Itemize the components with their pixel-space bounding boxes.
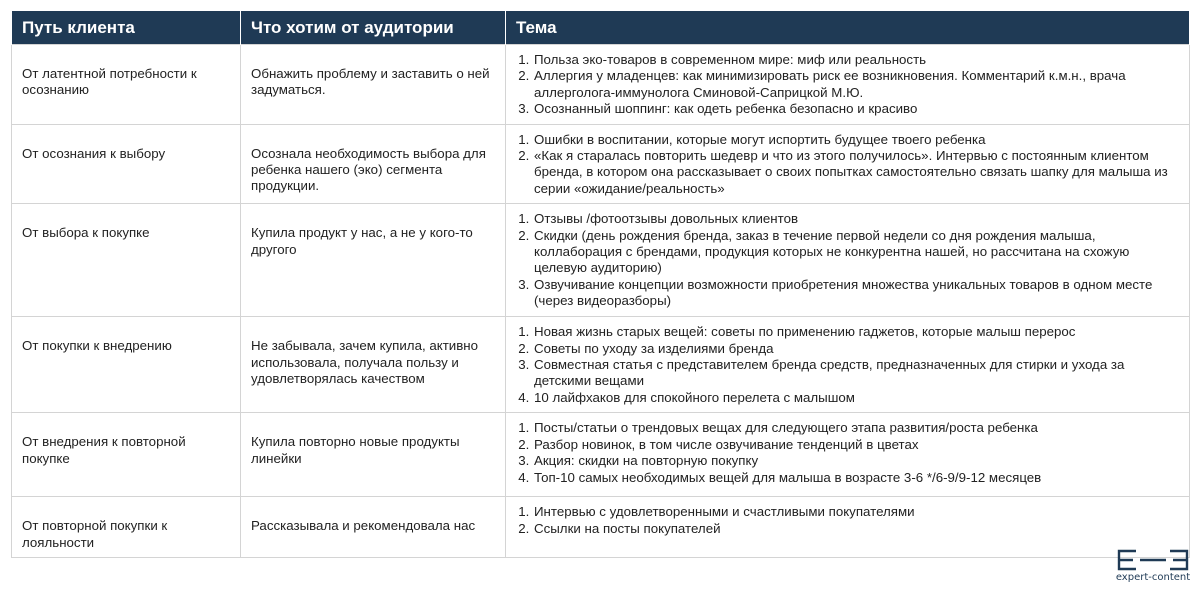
topic-item: 2. Ссылки на посты покупателей (533, 521, 1179, 537)
topics-cell (506, 317, 1190, 413)
audience-goal-cell: Купила продукт у нас, а не у кого-то другого (241, 204, 506, 317)
topics-list (516, 504, 1179, 537)
column-header-topic: Тема (506, 11, 1190, 45)
journey-stage-cell: От внедрения к повторной покупке (12, 413, 241, 497)
journey-stage-cell: От выбора к покупке (12, 204, 241, 317)
topics-cell (506, 204, 1190, 317)
topic-item: 1. Польза эко-товаров в современном мире: миф или реальность (533, 52, 1179, 68)
journey-stage-cell: От осознания к выбору (12, 124, 241, 204)
table-row (12, 497, 1190, 558)
topics-list (516, 211, 1179, 309)
topic-item: 1. Интервью с удовлетворенными и счастливыми покупателями (533, 504, 1179, 520)
customer-journey-table (11, 11, 1190, 558)
topic-item: 4. 10 лайфхаков для спокойного перелета с малышом (533, 390, 1179, 406)
topic-item: 3. Осознанный шоппинг: как одеть ребенка безопасно и красиво (533, 101, 1179, 117)
journey-stage-cell: От латентной потребности к осознанию (12, 45, 241, 125)
table-header-row (12, 11, 1190, 45)
audience-goal-cell: Рассказывала и рекомендовала нас (241, 497, 506, 558)
table-row (12, 45, 1190, 125)
topic-item: 2. Разбор новинок, в том числе озвучивание тенденций в цветах (533, 437, 1179, 453)
table-row (12, 413, 1190, 497)
audience-goal-cell: Не забывала, зачем купила, активно использовала, получала пользу и удовлетворялась качеством (241, 317, 506, 413)
table-row (12, 124, 1190, 204)
journey-stage-cell: От покупки к внедрению (12, 317, 241, 413)
topics-list (516, 52, 1179, 118)
topic-item: 1. Отзывы /фотоотзывы довольных клиентов (533, 211, 1179, 227)
topic-item: 1. Ошибки в воспитании, которые могут испортить будущее твоего ребенка (533, 132, 1179, 148)
topics-cell (506, 124, 1190, 204)
journey-stage-cell: От повторной покупки к лояльности (12, 497, 241, 558)
topic-item: 3. Совместная статья с представителем бренда средств, предназначенных для стирки и ухода за детскими вещами (533, 357, 1179, 390)
logo-mark-icon (1116, 549, 1190, 571)
expert-content-logo (1113, 549, 1193, 589)
topics-list (516, 324, 1179, 406)
topic-item: 3. Акция: скидки на повторную покупку (533, 453, 1179, 469)
topic-item: 2. Скидки (день рождения бренда, заказ в течение первой недели со дня рождения малыша, коллаборация с брендами, продукция которых не конкурентна нашей, но рассчитана на схожую целевую аудиторию) (533, 228, 1179, 277)
column-header-journey: Путь клиента (12, 11, 241, 45)
topics-cell (506, 45, 1190, 125)
audience-goal-cell: Осознала необходимость выбора для ребенка нашего (эко) сегмента продукции. (241, 124, 506, 204)
topic-item: 2. Аллергия у младенцев: как минимизировать риск ее возникновения. Комментарий к.м.н., врача аллерголога-иммунолога Сминовой-Саприцкой М.Ю. (533, 68, 1179, 101)
topics-list (516, 420, 1179, 486)
topic-item: 2. Советы по уходу за изделиями бренда (533, 341, 1179, 357)
audience-goal-cell: Купила повторно новые продукты линейки (241, 413, 506, 497)
logo-text: expert-content (1115, 572, 1191, 583)
audience-goal-cell: Обнажить проблему и заставить о ней задуматься. (241, 45, 506, 125)
topics-cell (506, 413, 1190, 497)
column-header-goal: Что хотим от аудитории (241, 11, 506, 45)
topics-cell (506, 497, 1190, 558)
table-row (12, 317, 1190, 413)
topic-item: 4. Топ-10 самых необходимых вещей для малыша в возрасте 3-6 */6-9/9-12 месяцев (533, 470, 1179, 486)
table-row (12, 204, 1190, 317)
topic-item: 2. «Как я старалась повторить шедевр и что из этого получилось». Интервью с постоянным клиентом бренда, в котором она рассказывает о своих попытках самостоятельно связать шапку для малыша из серии «ожидание/реальность» (533, 148, 1179, 197)
topic-item: 1. Новая жизнь старых вещей: советы по применению гаджетов, которые малыш перерос (533, 324, 1179, 340)
topic-item: 1. Посты/статьи о трендовых вещах для следующего этапа развития/роста ребенка (533, 420, 1179, 436)
topics-list (516, 132, 1179, 198)
topic-item: 3. Озвучивание концепции возможности приобретения множества уникальных товаров в одном месте (через видеоразборы) (533, 277, 1179, 310)
